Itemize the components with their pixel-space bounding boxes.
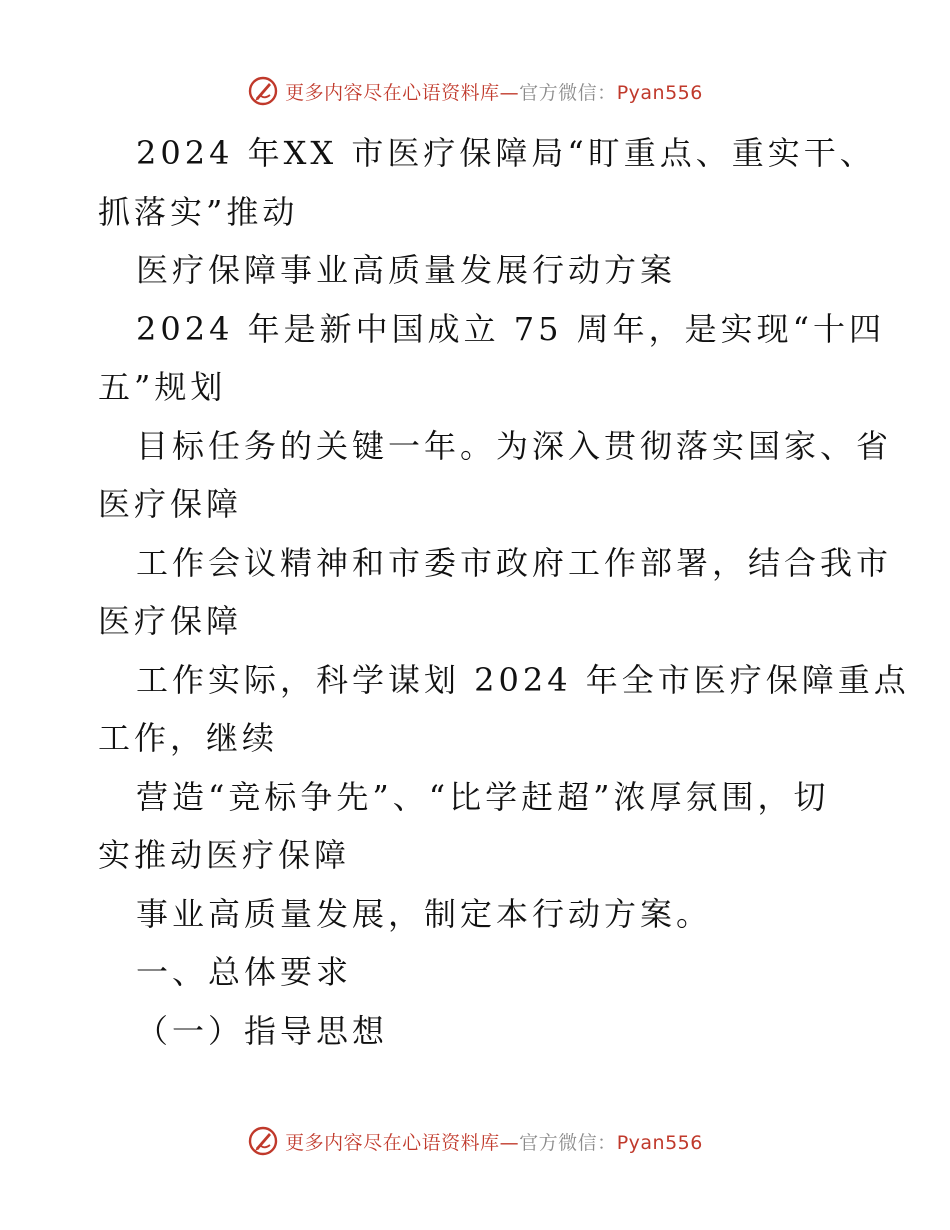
body-line: 工作会议精神和市委市政府工作部署，结合我市 [136, 543, 893, 582]
quill-pen-seal-icon [247, 1125, 279, 1157]
body-line: 五”规划 [98, 368, 227, 406]
section-heading: 一、总体要求 [136, 953, 353, 991]
header-banner [0, 71, 950, 111]
header-banner-prefix: 更多内容尽在心语资料库 [285, 81, 500, 104]
body-line: 实推动医疗保障 [98, 836, 351, 874]
body-line: 2024 年是新中国成立 75 周年，是实现“十四 [136, 309, 886, 348]
footer-banner [0, 1121, 950, 1161]
header-banner-handle: Pyan556 [616, 81, 703, 104]
body-line: 抓落实”推动 [98, 192, 299, 231]
header-banner-text [285, 78, 703, 105]
header-banner-inner [247, 75, 703, 107]
footer-banner-suffix: 官方微信： [519, 1131, 617, 1154]
header-banner-dash: — [499, 81, 520, 104]
body-line: 工作，继续 [98, 719, 279, 757]
body-line: 目标任务的关键一年。为深入贯彻落实国家、省 [136, 426, 893, 465]
body-line: 营造“竞标争先”、“比学赶超”浓厚氛围，切 [136, 777, 830, 816]
body-line: 医疗保障 [98, 602, 243, 640]
footer-banner-text [285, 1128, 703, 1155]
subsection-heading: （一）指导思想 [136, 1011, 389, 1050]
body-line: 医疗保障 [98, 485, 243, 523]
document-body [98, 124, 910, 1060]
body-line: 工作实际，科学谋划 2024 年全市医疗保障重点 [136, 660, 910, 699]
body-line: 2024 年XX 市医疗保障局“盯重点、重实干、 [136, 134, 876, 172]
footer-banner-dash: — [499, 1131, 520, 1154]
body-line: 事业高质量发展，制定本行动方案。 [136, 894, 713, 933]
quill-pen-seal-icon [247, 75, 279, 107]
footer-banner-prefix: 更多内容尽在心语资料库 [285, 1131, 500, 1154]
footer-banner-handle: Pyan556 [616, 1131, 703, 1154]
header-banner-suffix: 官方微信： [519, 81, 617, 104]
footer-banner-inner [247, 1125, 703, 1157]
body-line: 医疗保障事业高质量发展行动方案 [136, 251, 677, 289]
